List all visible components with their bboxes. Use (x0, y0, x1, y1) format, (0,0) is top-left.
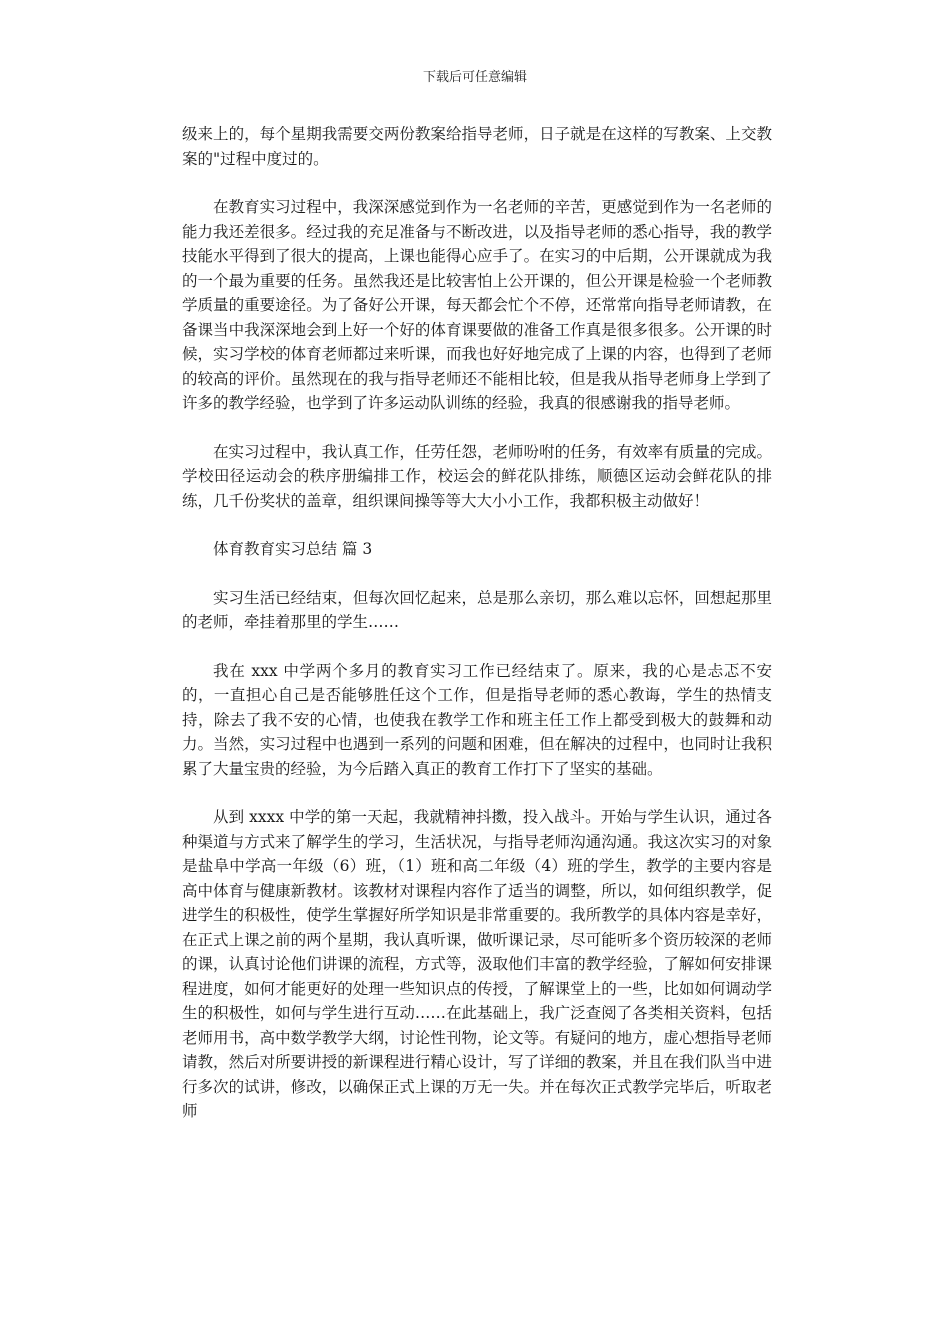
paragraph-6: 从到 xxxx 中学的第一天起，我就精神抖擞，投入战斗。开始与学生认识，通过各种渠道与方式来了解学生的学习，生活状况，与指导老师沟通沟通。我这次实习的对象是盐阜中学高一年级（6）班，（1）班和高二年级（4）班的学生，教学的主要内容是高中体育与健康新教材。该教材对课程内容作了适当的调整，所以，如何组织教学，促进学生的积极性，使学生掌握好所学知识是非常重要的。我所教学的具体内容是幸好，在正式上课之前的两个星期，我认真听课，做听课记录，尽可能听多个资历较深的老师的课，认真讨论他们讲课的流程，方式等，汲取他们丰富的教学经验，了解如何安排课程进度，如何才能更好的处理一些知识点的传授，了解课堂上的一些，比如如何调动学生的积极性，如何与学生进行互动……在此基础上，我广泛查阅了各类相关资料，包括老师用书，高中数学教学大纲，讨论性刊物，论文等。有疑问的地方，虚心想指导老师请教，然后对所要讲授的新课程进行精心设计，写了详细的教案，并且在我们队当中进行多次的试讲，修改，以确保正式上课的万无一失。并在每次正式教学完毕后，听取老师 (182, 808, 772, 1120)
page-header-note: 下载后可任意编辑 (422, 70, 527, 85)
paragraph-3: 在实习过程中，我认真工作，任劳任怨，老师吩咐的任务，有效率有质量的完成。学校田径运动会的秩序册编排工作，校运会的鲜花队排练，顺德区运动会鲜花队的排练，几千份奖状的盖章，组织课间操等等大大小小工作，我都积极主动做好！ (182, 442, 772, 510)
section-title: 体育教育实习总结 篇 3 (213, 540, 373, 558)
document-body (182, 122, 772, 1148)
paragraph-4: 实习生活已经结束，但每次回忆起来，总是那么亲切，那么难以忘怀，回想起那里的老师，牵挂着那里的学生…… (182, 588, 772, 631)
paragraph-5: 我在 xxx 中学两个多月的教育实习工作已经结束了。原来，我的心是忐忑不安的，一直担心自己是否能够胜任这个工作，但是指导老师的悉心教诲，学生的热情支持，除去了我不安的心情，也使我在教学工作和班主任工作上都受到极大的鼓舞和动力。当然，实习过程中也遇到一系列的问题和困难，但在解决的过程中，也同时让我积累了大量宝贵的经验，为今后踏入真正的教育工作打下了坚实的基础。 (182, 661, 772, 778)
paragraph-2: 在教育实习过程中，我深深感觉到作为一名老师的辛苦，更感觉到作为一名老师的能力我还差很多。经过我的充足准备与不断改进，以及指导老师的悉心指导，我的教学技能水平得到了很大的提高，上课也能得心应手了。在实习的中后期，公开课就成为我的一个最为重要的任务。虽然我还是比较害怕上公开课的，但公开课是检验一个老师教学质量的重要途径。为了备好公开课，每天都会忙个不停，还常常向指导老师请教，在备课当中我深深地会到上好一个好的体育课要做的准备工作真是很多很多。公开课的时候，实习学校的体育老师都过来听课，而我也好好地完成了上课的内容，也得到了老师的较高的评价。虽然现在的我与指导老师还不能相比较，但是我从指导老师身上学到了许多的教学经验，也学到了许多运动队训练的经验，我真的很感谢我的指导老师。 (182, 198, 772, 412)
paragraph-1: 级来上的，每个星期我需要交两份教案给指导老师，日子就是在这样的写教案、上交教案的"过程中度过的。 (182, 125, 772, 168)
